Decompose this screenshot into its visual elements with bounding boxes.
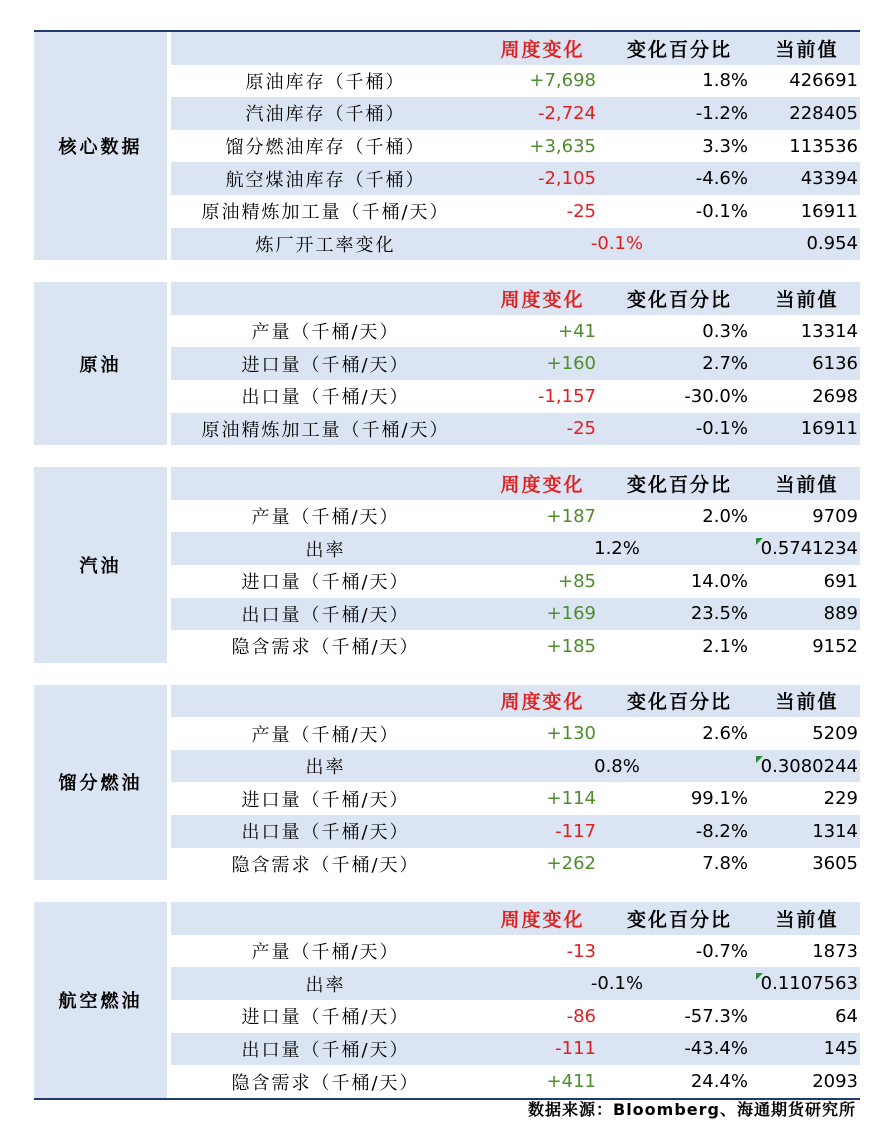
current-value-cell xyxy=(754,1038,860,1059)
current-value-cell xyxy=(754,853,860,874)
current-value: 9709 xyxy=(812,505,858,527)
header-pct-change: 变化百分比 xyxy=(626,691,732,714)
category-label: 汽油 xyxy=(34,467,167,663)
current-value: 64 xyxy=(835,1005,858,1027)
weekly-change-value: -25 xyxy=(566,418,596,440)
table-row xyxy=(171,97,860,130)
current-value-cell xyxy=(754,386,860,407)
row-label: 出口量（千桶/天） xyxy=(241,387,410,409)
current-value: 9152 xyxy=(812,635,858,657)
section-gap xyxy=(34,880,860,902)
current-value-cell xyxy=(754,973,860,994)
current-value: 889 xyxy=(823,603,858,625)
table-row xyxy=(171,565,860,598)
pct-change-value: -4.6% xyxy=(695,168,748,190)
table-row xyxy=(171,717,860,750)
merged-value: 1.2% xyxy=(594,538,640,560)
pct-change-value: -57.3% xyxy=(684,1005,748,1027)
current-value-cell xyxy=(754,756,860,777)
table-row xyxy=(171,315,860,348)
weekly-change-value: -13 xyxy=(566,940,596,962)
current-value: 6136 xyxy=(812,353,858,375)
weekly-change-value: +114 xyxy=(546,788,596,810)
header-row xyxy=(171,685,860,718)
merged-value: 0.8% xyxy=(594,755,640,777)
table-row xyxy=(171,380,860,413)
current-value: 0.1107563 xyxy=(760,973,858,995)
header-pct-change: 变化百分比 xyxy=(626,909,732,932)
header-current: 当前值 xyxy=(775,38,839,61)
data-table xyxy=(34,30,860,1100)
row-label: 产量（千桶/天） xyxy=(251,942,400,964)
current-value-cell xyxy=(754,538,860,559)
section-gap xyxy=(34,445,860,467)
pct-change-value: -0.7% xyxy=(695,940,748,962)
category-label: 核心数据 xyxy=(34,32,167,260)
weekly-change-value: -1,157 xyxy=(537,385,596,407)
merged-value: -0.1% xyxy=(590,973,644,995)
table-row xyxy=(171,967,860,1000)
table-row xyxy=(171,1000,860,1033)
row-label: 产量（千桶/天） xyxy=(251,724,400,746)
weekly-change-value: +85 xyxy=(558,570,596,592)
current-value: 426691 xyxy=(789,70,858,92)
table-row xyxy=(171,162,860,195)
current-value: 229 xyxy=(823,788,858,810)
header-pct-change: 变化百分比 xyxy=(626,38,732,61)
table-row xyxy=(171,228,860,261)
row-label: 原油精炼加工量（千桶/天） xyxy=(201,202,450,224)
table-row xyxy=(171,413,860,446)
pct-change-value: 14.0% xyxy=(690,570,748,592)
pct-change-value: 3.3% xyxy=(702,135,748,157)
section-rows xyxy=(171,685,860,881)
current-value: 43394 xyxy=(800,168,858,190)
current-value-cell xyxy=(754,168,860,189)
row-label: 出口量（千桶/天） xyxy=(241,1039,410,1061)
current-value: 16911 xyxy=(800,418,858,440)
section-block xyxy=(34,32,860,260)
current-value-cell xyxy=(754,70,860,91)
merged-value: -0.1% xyxy=(590,233,644,255)
current-value-cell xyxy=(754,418,860,439)
pct-change-value: -43.4% xyxy=(684,1038,748,1060)
header-row xyxy=(171,467,860,500)
current-value: 145 xyxy=(823,1038,858,1060)
table-body xyxy=(34,32,860,1098)
section-block xyxy=(34,467,860,663)
weekly-change-value: -2,105 xyxy=(537,168,596,190)
row-label: 出率 xyxy=(305,974,346,996)
current-value-cell xyxy=(754,941,860,962)
current-value-cell xyxy=(754,201,860,222)
weekly-change-value: +169 xyxy=(546,603,596,625)
row-label: 原油精炼加工量（千桶/天） xyxy=(201,419,450,441)
current-value-cell xyxy=(754,603,860,624)
current-value: 5209 xyxy=(812,723,858,745)
weekly-change-value: +130 xyxy=(546,723,596,745)
current-value: 228405 xyxy=(789,102,858,124)
pct-change-value: 0.3% xyxy=(702,320,748,342)
pct-change-value: 2.7% xyxy=(702,353,748,375)
row-label: 进口量（千桶/天） xyxy=(241,354,410,376)
weekly-change-value: -86 xyxy=(566,1005,596,1027)
row-label: 汽油库存（千桶） xyxy=(245,104,406,126)
table-row xyxy=(171,532,860,565)
cell-comment-flag-icon xyxy=(756,538,763,545)
weekly-change-value: +7,698 xyxy=(529,70,596,92)
header-weekly-change: 周度变化 xyxy=(500,909,585,932)
pct-change-value: 23.5% xyxy=(690,603,748,625)
row-label: 航空煤油库存（千桶） xyxy=(225,169,426,191)
cell-comment-flag-icon xyxy=(756,756,763,763)
weekly-change-value: +187 xyxy=(546,505,596,527)
row-label: 隐含需求（千桶/天） xyxy=(231,854,420,876)
header-weekly-change: 周度变化 xyxy=(500,473,585,496)
row-label: 炼厂开工率变化 xyxy=(255,234,396,256)
header-pct-change: 变化百分比 xyxy=(626,473,732,496)
current-value-cell xyxy=(754,788,860,809)
weekly-change-value: -2,724 xyxy=(537,102,596,124)
header-weekly-change: 周度变化 xyxy=(500,38,585,61)
current-value-cell xyxy=(754,1006,860,1027)
section-rows xyxy=(171,282,860,445)
pct-change-value: 2.6% xyxy=(702,723,748,745)
pct-change-value: -0.1% xyxy=(695,418,748,440)
table-row xyxy=(171,815,860,848)
current-value: 16911 xyxy=(800,200,858,222)
row-label: 出率 xyxy=(305,539,346,561)
table-row xyxy=(171,500,860,533)
table-row xyxy=(171,750,860,783)
current-value-cell xyxy=(754,1071,860,1092)
current-value: 113536 xyxy=(789,135,858,157)
row-label: 馏分燃油库存（千桶） xyxy=(225,137,426,159)
current-value-cell xyxy=(754,571,860,592)
weekly-change-value: -117 xyxy=(555,820,596,842)
current-value: 0.3080244 xyxy=(760,755,858,777)
row-label: 原油库存（千桶） xyxy=(245,71,406,93)
section-gap xyxy=(34,260,860,282)
current-value-cell xyxy=(754,321,860,342)
current-value-cell xyxy=(754,103,860,124)
weekly-change-value: +3,635 xyxy=(529,135,596,157)
table-row xyxy=(171,848,860,881)
header-current: 当前值 xyxy=(775,473,839,496)
table-row xyxy=(171,130,860,163)
row-label: 隐含需求（千桶/天） xyxy=(231,637,420,659)
table-row xyxy=(171,782,860,815)
table-row xyxy=(171,598,860,631)
table-row xyxy=(171,1033,860,1066)
current-value: 1314 xyxy=(812,820,858,842)
header-current: 当前值 xyxy=(775,288,839,311)
weekly-change-value: +160 xyxy=(546,353,596,375)
table-row xyxy=(171,347,860,380)
current-value: 3605 xyxy=(812,853,858,875)
pct-change-value: 24.4% xyxy=(690,1071,748,1093)
current-value-cell xyxy=(754,353,860,374)
current-value: 691 xyxy=(823,570,858,592)
current-value-cell xyxy=(754,506,860,527)
header-weekly-change: 周度变化 xyxy=(500,288,585,311)
header-pct-change: 变化百分比 xyxy=(626,288,732,311)
row-label: 隐含需求（千桶/天） xyxy=(231,1072,420,1094)
section-block xyxy=(34,685,860,881)
header-current: 当前值 xyxy=(775,691,839,714)
current-value: 2698 xyxy=(812,385,858,407)
weekly-change-value: +41 xyxy=(558,320,596,342)
section-block xyxy=(34,282,860,445)
current-value-cell xyxy=(754,723,860,744)
header-row xyxy=(171,282,860,315)
current-value: 0.5741234 xyxy=(760,538,858,560)
pct-change-value: -8.2% xyxy=(695,820,748,842)
weekly-change-value: +262 xyxy=(546,853,596,875)
current-value: 13314 xyxy=(800,320,858,342)
header-row xyxy=(171,902,860,935)
current-value: 0.954 xyxy=(806,233,858,255)
current-value-cell xyxy=(754,136,860,157)
category-label: 馏分燃油 xyxy=(34,685,167,881)
section-rows xyxy=(171,902,860,1098)
section-rows xyxy=(171,32,860,260)
header-current: 当前值 xyxy=(775,909,839,932)
table-row xyxy=(171,935,860,968)
row-label: 进口量（千桶/天） xyxy=(241,1007,410,1029)
section-rows xyxy=(171,467,860,663)
pct-change-value: 1.8% xyxy=(702,70,748,92)
row-label: 出率 xyxy=(305,757,346,779)
pct-change-value: 2.1% xyxy=(702,635,748,657)
pct-change-value: 7.8% xyxy=(702,853,748,875)
pct-change-value: 99.1% xyxy=(690,788,748,810)
pct-change-value: -0.1% xyxy=(695,200,748,222)
cell-comment-flag-icon xyxy=(756,973,763,980)
current-value-cell xyxy=(754,233,860,254)
pct-change-value: 2.0% xyxy=(702,505,748,527)
current-value-cell xyxy=(754,636,860,657)
table-row xyxy=(171,1065,860,1098)
header-weekly-change: 周度变化 xyxy=(500,691,585,714)
category-label: 原油 xyxy=(34,282,167,445)
row-label: 出口量（千桶/天） xyxy=(241,604,410,626)
table-row xyxy=(171,65,860,98)
row-label: 产量（千桶/天） xyxy=(251,322,400,344)
weekly-change-value: +185 xyxy=(546,635,596,657)
row-label: 进口量（千桶/天） xyxy=(241,789,410,811)
table-row xyxy=(171,195,860,228)
weekly-change-value: -25 xyxy=(566,200,596,222)
weekly-change-value: +411 xyxy=(546,1071,596,1093)
source-note: 数据来源：Bloomberg、海通期货研究所 xyxy=(528,1100,856,1119)
current-value: 1873 xyxy=(812,940,858,962)
category-label: 航空燃油 xyxy=(34,902,167,1098)
row-label: 进口量（千桶/天） xyxy=(241,572,410,594)
section-block xyxy=(34,902,860,1098)
section-gap xyxy=(34,663,860,685)
header-row xyxy=(171,32,860,65)
current-value-cell xyxy=(754,821,860,842)
row-label: 产量（千桶/天） xyxy=(251,507,400,529)
pct-change-value: -1.2% xyxy=(695,102,748,124)
row-label: 出口量（千桶/天） xyxy=(241,822,410,844)
current-value: 2093 xyxy=(812,1071,858,1093)
weekly-change-value: -111 xyxy=(555,1038,596,1060)
table-row xyxy=(171,630,860,663)
pct-change-value: -30.0% xyxy=(684,385,748,407)
